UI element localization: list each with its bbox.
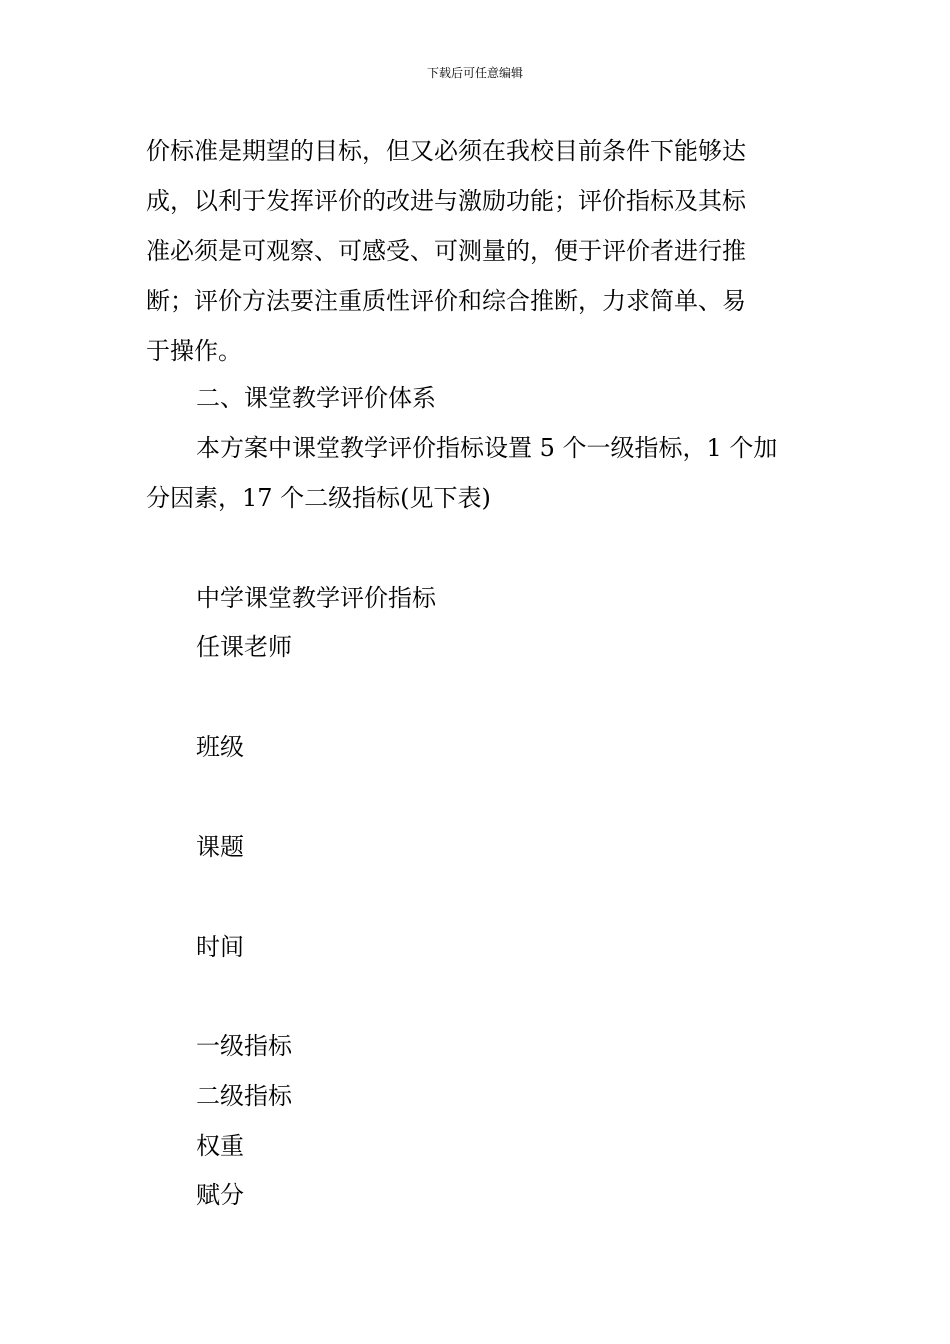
teacher-label: 任课老师 — [196, 633, 292, 661]
paragraph-evaluation-standards — [146, 126, 810, 376]
paragraph-line: 成，以利于发挥评价的改进与激励功能；评价指标及其标 — [146, 187, 746, 215]
header-level1-indicator: 一级指标 — [196, 1032, 292, 1060]
header-level2-indicator: 二级指标 — [196, 1082, 292, 1110]
paragraph-line: 准必须是可观察、可感受、可测量的，便于评价者进行推 — [146, 237, 746, 265]
header-score: 赋分 — [196, 1181, 244, 1209]
page-header: 下载后可任意编辑 — [426, 66, 523, 80]
paragraph-line: 价标准是期望的目标，但又必须在我校目前条件下能够达 — [146, 137, 746, 165]
section-heading — [146, 373, 810, 423]
header-weight: 权重 — [196, 1132, 244, 1160]
section-heading-text: 二、课堂教学评价体系 — [196, 384, 436, 412]
class-label: 班级 — [196, 733, 244, 761]
paragraph-indicator-overview — [146, 423, 810, 523]
paragraph-line: 断；评价方法要注重质性评价和综合推断，力求简单、易 — [146, 287, 746, 315]
time-label: 时间 — [196, 933, 244, 961]
topic-label: 课题 — [196, 833, 244, 861]
table-title: 中学课堂教学评价指标 — [196, 584, 436, 612]
paragraph-line: 分因素，17 个二级指标(见下表) — [146, 484, 491, 512]
paragraph-line: 于操作。 — [146, 337, 242, 365]
paragraph-line: 本方案中课堂教学评价指标设置 5 个一级指标，1 个加 — [196, 434, 778, 462]
